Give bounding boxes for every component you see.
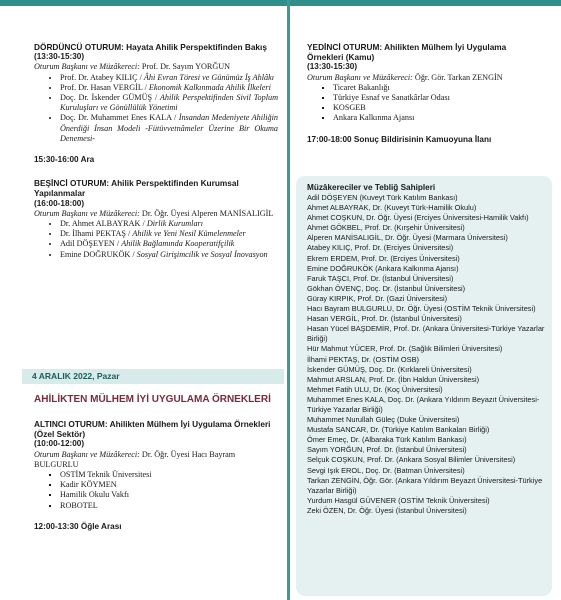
participant-item: Emine DOĞRUKÖK (Ankara Kalkınma Ajansı) (307, 263, 459, 273)
column-divider (287, 0, 290, 600)
chair-name: Prof. Dr. Sayım YORĞUN (141, 62, 231, 72)
session5-list (34, 219, 278, 260)
session4-list (34, 73, 278, 144)
participant-item: İskender GÜMÜŞ, Doç. Dr. (Kırklareli Üniversitesi) (307, 364, 472, 374)
participant-item: Ahmet ALBAYRAK, Dr. (Kuveyt Türk-Hamilik Okulu) (307, 203, 477, 213)
session7-list (307, 83, 543, 124)
participants-title: Müzâkereciler ve Tebliğ Sahipleri (307, 183, 436, 192)
chair-label: Oturum Başkanı ve Müzâkereci: (34, 208, 140, 218)
left-column-lower (34, 394, 278, 532)
participant-item: Hacı Bayram BULGURLU, Dr. Öğr. Üyesi (OSTİM Teknik Üniversitesi) (307, 304, 536, 314)
session6-title: ALTINCI OTURUM: Ahilikten Mülhem İyi Uygulama Örnekleri (Özel Sektör) (34, 419, 271, 440)
list-item: ▪ Ticaret Bakanlığı (333, 83, 543, 93)
session5-title: BEŞİNCİ OTURUM: Ahilik Perspektifinden Kurumsal Yapılanmalar (34, 178, 239, 199)
participants-list (307, 182, 547, 516)
list-item: • Adil DÖŞEYEN / Ahilik Bağlamında Kooperatifçilik (60, 239, 278, 249)
list-item: ▪ Hamilik Okulu Vakfı (60, 490, 278, 500)
participant-item: Hasan Yücel BAŞDEMİR, Prof. Dr. (Ankara Üniversitesi-Türkiye Yazarlar Birliği) (307, 324, 545, 344)
participant-item: Mustafa SANCAR, Dr. (Türkiye Katılım Bankaları Birliği) (307, 425, 490, 435)
list-item: ▪ OSTİM Teknik Üniversitesi (60, 470, 278, 480)
list-item: • Dr. İlhami PEKTAŞ / Ahilik ve Yeni Nesil Kümelenmeler (60, 229, 278, 239)
session7-chair (307, 73, 543, 83)
session7-title: YEDİNCİ OTURUM: Ahilikten Mülhem İyi Uygulama Örnekleri (Kamu) (307, 42, 507, 63)
chair-label: Oturum Başkanı ve Müzâkereci: (34, 62, 140, 72)
session4-chair (34, 62, 278, 72)
session4-title: DÖRDÜNCÜ OTURUM: Hayata Ahilik Perspektifinden Bakış (34, 42, 267, 52)
section-heading: AHİLİKTEN MÜLHEM İYİ UYGULAMA ÖRNEKLERİ (34, 394, 271, 405)
participant-item: Hür Mahmut YÜCER, Prof. Dr. (Sağlık Bilimleri Üniversitesi) (307, 344, 503, 354)
closing-text: 17:00-18:00 Sonuç Bildirisinin Kamuoyuna İlanı (307, 134, 492, 144)
participant-item: Tarkan ZENGİN, Öğr. Gör. (Ankara Yıldırım Beyazıt Üniversitesi-Türkiye Yazarlar Birliği) (307, 475, 543, 495)
list-item: ▪ KOSGEB (333, 103, 543, 113)
list-item: • Dr. Ahmet ALBAYRAK / Dirlik Kurumları (60, 219, 278, 229)
list-item: ▪ Ankara Kalkınma Ajansı (333, 113, 543, 123)
list-item: ▪ Türkiye Esnaf ve Sanatkârlar Odası (333, 93, 543, 103)
session5-time: (16:00-18:00) (34, 198, 85, 208)
participant-item: Alperen MANİSALIGİL, Dr. Öğr. Üyesi (Marmara Üniversitesi) (307, 233, 508, 243)
participant-item: Sayım YORĞUN, Prof. Dr. (İstanbul Üniversitesi) (307, 445, 467, 455)
chair-label: Oturum Başkanı ve Müzâkereci: (307, 72, 413, 82)
participant-item: Ekrem ERDEM, Prof. Dr. (Erciyes Üniversitesi) (307, 253, 460, 263)
right-column (307, 40, 543, 145)
chair-label: Oturum Başkanı ve Müzâkereci: (34, 449, 140, 459)
participant-item: Sevgi Işık EROL, Doç. Dr. (Batman Üniversitesi) (307, 465, 465, 475)
participant-item: Selçuk COŞKUN, Prof. Dr. (Ankara Sosyal Bilimler Üniversitesi) (307, 455, 516, 465)
list-item: ▪ ROBOTEL (60, 501, 278, 511)
top-accent-bar (0, 0, 561, 6)
participant-item: Mehmet Fatih ULU, Dr. (Koç Üniversitesi) (307, 384, 443, 394)
session6-list (34, 470, 278, 511)
list-item: • Prof. Dr. Hasan VERGİL / Ekonomik Kalkınmada Ahilik İlkeleri (60, 83, 278, 93)
day-label-bar: 4 ARALIK 2022, Pazar (22, 369, 284, 384)
list-item: • Doç. Dr. Muhammet Enes KALA / İnsandan Medeniyete Ahiliğin Önerdiği İnsan Modeli -Fütüvvetnâmeler Üzerine Bir Okuma Denemesi- (60, 113, 278, 144)
break-text: 12:00-13:30 Öğle Arası (34, 521, 122, 531)
participant-item: Atabey KILIÇ, Prof. Dr. (Erciyes Üniversitesi) (307, 243, 454, 253)
participant-item: Ahmet COŞKUN, Dr. Öğr. Üyesi (Erciyes Üniversitesi-Hamilik Vakfı) (307, 213, 529, 223)
participant-item: Muhammet Enes KALA, Doç. Dr. (Ankara Yıldırım Beyazıt Üniversitesi-Türkiye Yazarlar Birliği) (307, 394, 540, 414)
participant-item: Muhammet Nurullah Güleç (Duke Üniversitesi) (307, 415, 460, 425)
participant-item: Ömer Emeç, Dr. (Albaraka Türk Katılım Bankası) (307, 435, 467, 445)
session6-chair (34, 450, 278, 470)
list-item: • Emine DOĞRUKÖK / Sosyal Girişimcilik ve Sosyal İnovasyon (60, 250, 278, 260)
chair-name: Dr. Öğr. Üyesi Hacı Bayram BULGURLU (34, 449, 236, 469)
left-column (34, 40, 278, 260)
list-item: • Prof. Dr. Atabey KILIÇ / Âhi Evran Töresi ve Günümüz İş Ahlâkı (60, 73, 278, 83)
chair-name: Dr. Öğr. Üyesi Alperen MANİSALIGİL (141, 208, 274, 218)
participant-item: Gökhan ÖVENÇ, Doç. Dr. (İstanbul Üniversitesi) (307, 283, 466, 293)
participant-item: Yurdum Hasgül GÜVENER (OSTİM Teknik Üniversitesi) (307, 495, 490, 505)
participant-item: Güray KIRPIK, Prof. Dr. (Gazi Üniversitesi) (307, 293, 448, 303)
participant-item: İlhami PEKTAŞ, Dr. (OSTİM OSB) (307, 354, 419, 364)
session7-time: (13:30-15:30) (307, 62, 358, 72)
participants-panel (296, 176, 552, 596)
list-item: ▪ Kadir KÖYMEN (60, 480, 278, 490)
participant-item: Mahmut ARSLAN, Prof. Dr. (İbn Haldun Üniversitesi) (307, 374, 480, 384)
chair-name: Öğr. Gör. Tarkan ZENGİN (414, 72, 503, 82)
list-item: • Doç. Dr. İskender GÜMÜŞ / Ahilik Perspektifinden Sivil Toplum Kuruluşları ve Gönüllülük Yönetimi (60, 93, 278, 113)
participant-item: Adil DÖŞEYEN (Kuveyt Türk Katılım Bankası) (307, 193, 458, 202)
session5-chair (34, 209, 278, 219)
break-text: 15:30-16:00 Ara (34, 155, 95, 165)
participant-item: Faruk TAŞCI, Prof. Dr. (İstanbul Üniversitesi) (307, 273, 454, 283)
participant-item: Hasan VERGİL, Prof. Dr. (İstanbul Üniversitesi) (307, 314, 462, 324)
session4-time: (13:30-15:30) (34, 52, 85, 62)
participant-item: Ahmet GÖKBEL, Prof. Dr. (Kırşehir Üniversitesi) (307, 223, 465, 233)
session6-time: (10:00-12:00) (34, 439, 85, 449)
participant-item: Zeki ÖZEN, Dr. Öğr. Üyesi (İstanbul Üniversitesi) (307, 505, 467, 515)
